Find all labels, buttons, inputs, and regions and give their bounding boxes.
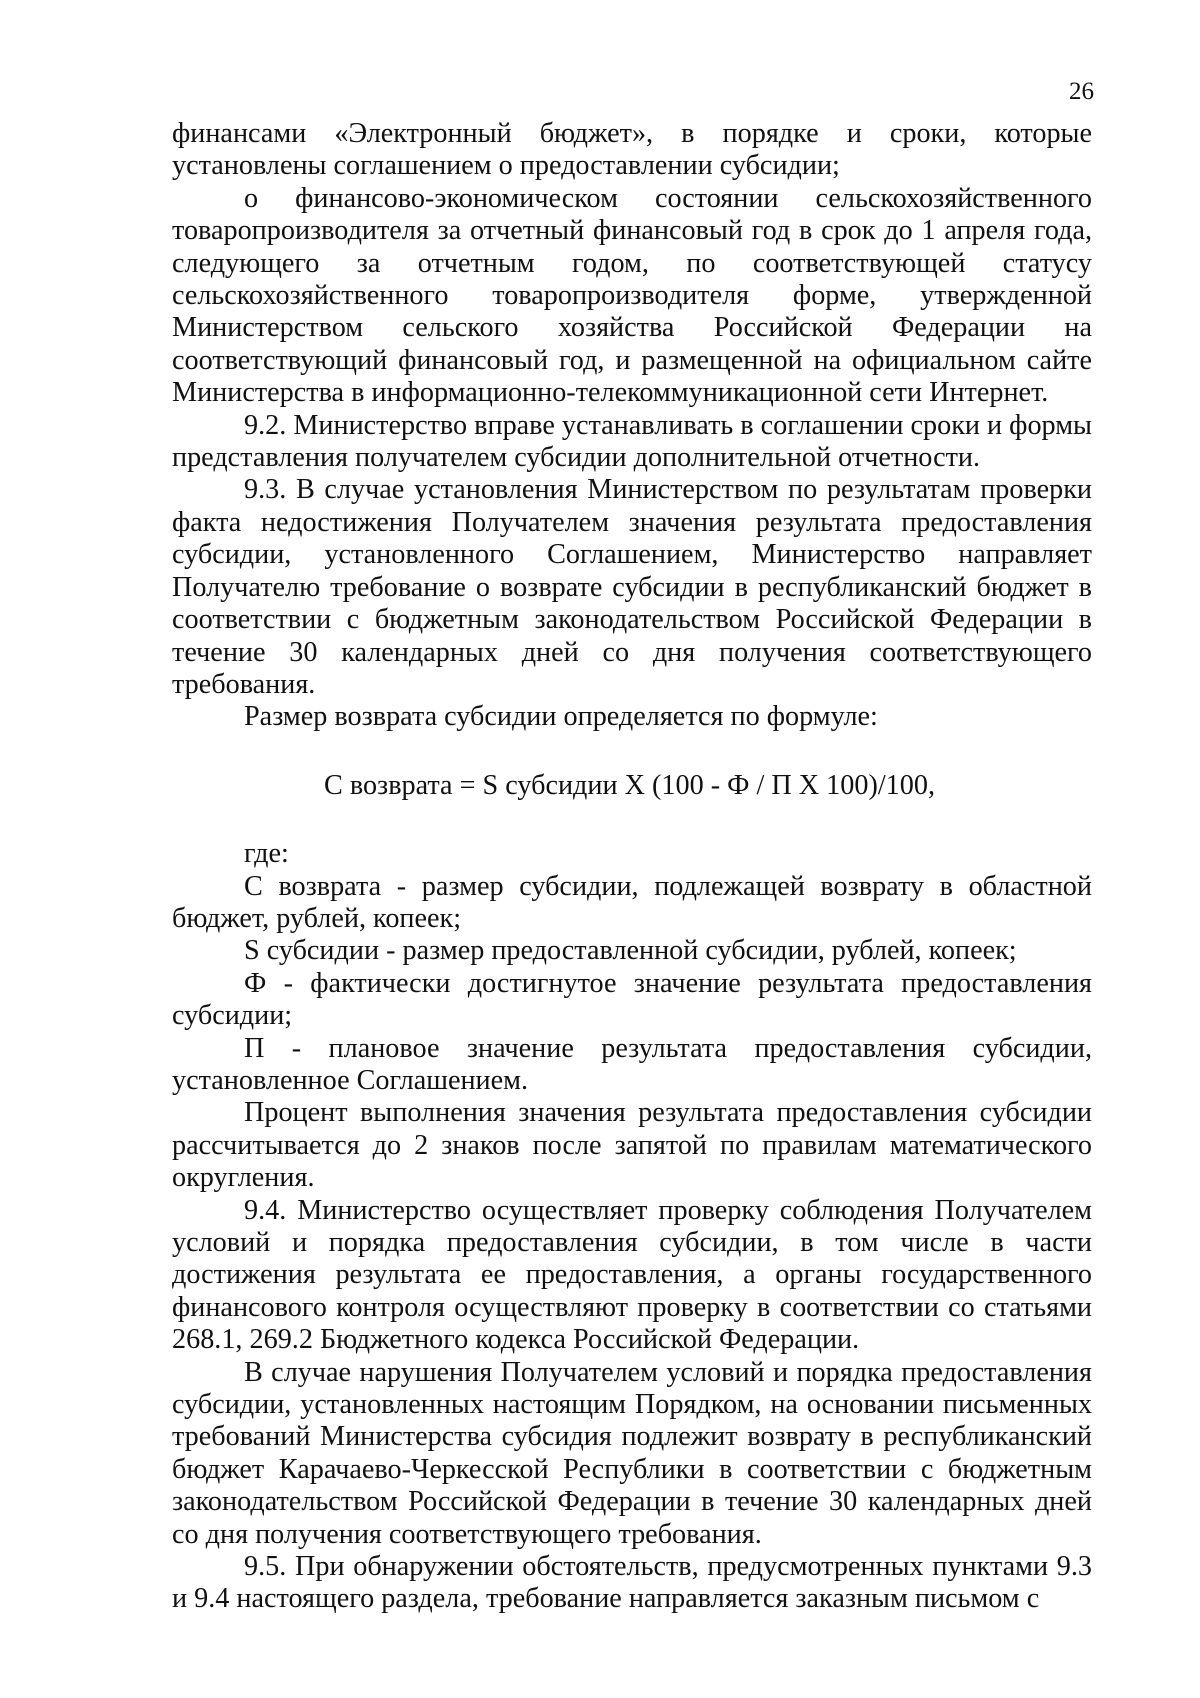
definition-c-return: С возврата - размер субсидии, подлежащей возврату в областной бюджет, рублей, копеек; xyxy=(172,870,1092,934)
paragraph-9-3: 9.3. В случае установления Министерством по результатам проверки факта недостижения Получателем значения результата предоставления субсидии, установленного Соглашением, Министерство направляет Получателю требование о возврате субсидии в республиканский бюджет в соответствии с бюджетным законодательством Российской Федерации в течение 30 календарных дней со дня получения соответствующего требования. xyxy=(172,474,1092,700)
formula: С возврата = S субсидии Х (100 - Ф / П Х 100)/100, xyxy=(324,769,935,801)
paragraph-9-4: 9.4. Министерство осуществляет проверку соблюдения Получателем условий и порядка предоставления субсидии, в том числе в части достижения результата ее предоставления, а органы государственного финансового контроля осуществляют проверку в соответствии со статьями 268.1, 269.2 Бюджетного кодекса Российской Федерации. xyxy=(172,1194,1092,1356)
paragraph-formula-intro: Размер возврата субсидии определяется по формуле: xyxy=(244,701,878,733)
page-number: 26 xyxy=(1069,78,1094,105)
paragraph-9-5: 9.5. При обнаружении обстоятельств, предусмотренных пунктами 9.3 и 9.4 настоящего раздела, требование направляется заказным письмом с xyxy=(172,1551,1092,1615)
paragraph-violation: В случае нарушения Получателем условий и порядка предоставления субсидии, установленных настоящим Порядком, на основании письменных требований Министерства субсидия подлежит возврату в республиканский бюджет Карачаево-Черкесской Республики в соответствии с бюджетным законодательством Российской Федерации в течение 30 календарных дней со дня получения соответствующего требования. xyxy=(172,1356,1092,1550)
paragraph-continuation: финансами «Электронный бюджет», в порядке и сроки, которые установлены соглашением о предоставлении субсидии; xyxy=(172,118,1092,182)
paragraph-where: где: xyxy=(244,838,289,870)
definition-s-subsidy: S субсидии - размер предоставленной субсидии, рублей, копеек; xyxy=(244,935,1017,967)
paragraph-financial-state: о финансово-экономическом состоянии сельскохозяйственного товаропроизводителя за отчетный финансовый год в срок до 1 апреля года, следующего за отчетным годом, по соответствующей статусу сельскохозяйственного товаропроизводителя форме, утвержденной Министерством сельского хозяйства Российской Федерации на соответствующий финансовый год, и размещенной на официальном сайте Министерства в информационно-телекоммуникационной сети Интернет. xyxy=(172,182,1092,409)
document-body xyxy=(172,118,1092,1616)
paragraph-rounding: Процент выполнения значения результата предоставления субсидии рассчитывается до 2 знаков после запятой по правилам математического округления. xyxy=(172,1097,1092,1194)
definition-p-planned: П - плановое значение результата предоставления субсидии, установленное Соглашением. xyxy=(172,1032,1092,1096)
paragraph-9-2: 9.2. Министерство вправе устанавливать в соглашении сроки и формы представления получателем субсидии дополнительной отчетности. xyxy=(172,409,1092,474)
definition-f-actual: Ф - фактически достигнутое значение результата предоставления субсидии; xyxy=(172,967,1092,1032)
